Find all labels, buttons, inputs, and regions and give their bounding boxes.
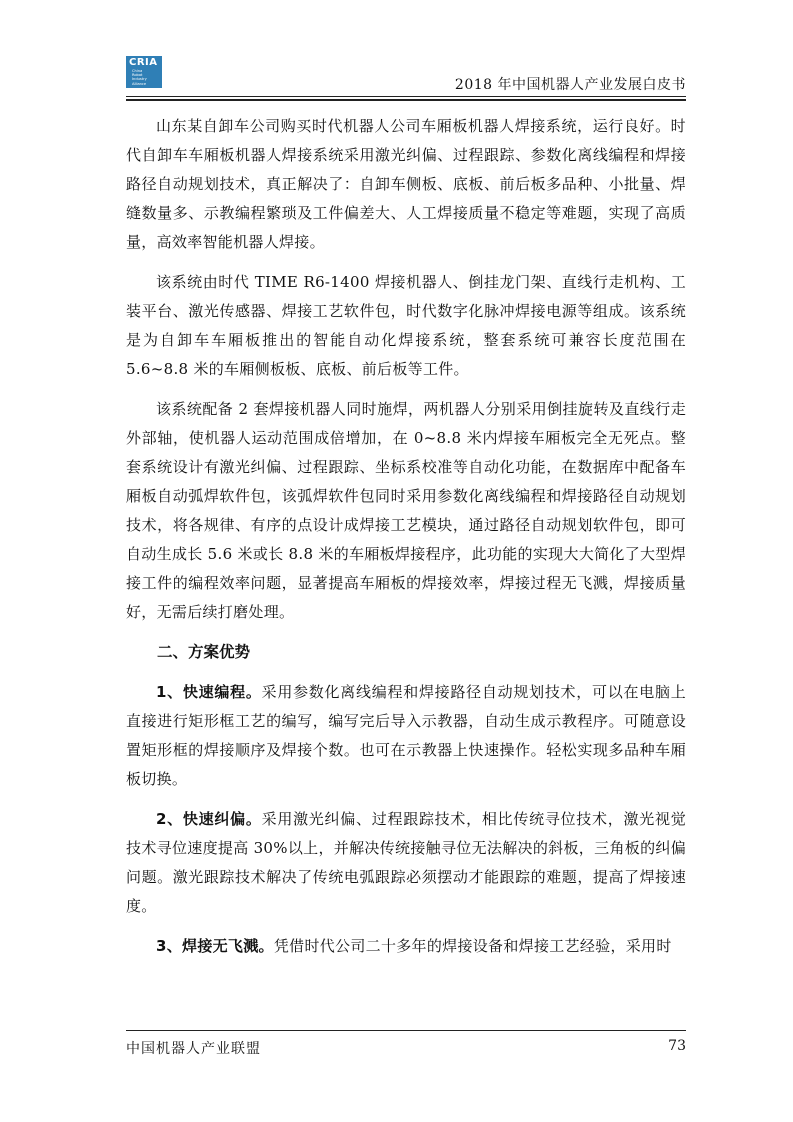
section-heading: 二、方案优势 [157, 643, 251, 661]
logo-subtitle: China Robot Industry Alliance [132, 69, 147, 86]
advantage-lead: 3、焊接无飞溅。 [156, 937, 274, 955]
document-body [126, 112, 686, 972]
advantage-lead: 1、快速编程。 [156, 683, 262, 701]
page-number: 73 [668, 1038, 686, 1054]
footer-organization: 中国机器人产业联盟 [126, 1041, 261, 1057]
cria-logo [126, 56, 162, 88]
footer-rule [126, 1030, 686, 1031]
advantage-text: 采用参数化离线编程和焊接路径自动规划技术，可以在电脑上直接进行矩形框工艺的编写，编写完后导入示教器，自动生成示教程序。可随意设置矩形框的焊接顺序及焊接个数。也可在示教器上快速操作。轻松实现多品种车厢板切换。 [126, 683, 686, 788]
advantage-paragraph [126, 678, 686, 794]
advantage-paragraph [126, 932, 686, 961]
header-rule [126, 96, 686, 97]
advantage-text: 凭借时代公司二十多年的焊接设备和焊接工艺经验，采用时 [273, 937, 672, 955]
header-rule-thick [126, 99, 686, 101]
body-paragraph: 山东某自卸车公司购买时代机器人公司车厢板机器人焊接系统，运行良好。时代自卸车车厢板机器人焊接系统采用激光纠偏、过程跟踪、参数化离线编程和焊接路径自动规划技术，真正解决了：自卸车侧板、底板、前后板多品种、小批量、焊缝数量多、示教编程繁琐及工件偏差大、人工焊接质量不稳定等难题，实现了高质量，高效率智能机器人焊接。 [126, 117, 686, 251]
advantage-paragraph [126, 805, 686, 921]
advantage-lead: 2、快速纠偏。 [156, 810, 262, 828]
logo-wordmark: CRIA [129, 57, 158, 68]
advantage-text: 采用激光纠偏、过程跟踪技术，相比传统寻位技术，激光视觉技术寻位速度提高 30%以上，并解决传统接触寻位无法解决的斜板，三角板的纠偏问题。激光跟踪技术解决了传统电弧跟踪必须摆动才能跟踪的难题，提高了焊接速度。 [126, 810, 686, 915]
header-title: 2018 年中国机器人产业发展白皮书 [454, 77, 686, 93]
body-paragraph: 该系统配备 2 套焊接机器人同时施焊，两机器人分别采用倒挂旋转及直线行走外部轴，使机器人运动范围成倍增加，在 0~8.8 米内焊接车厢板完全无死点。整套系统设计有激光纠偏、过程跟踪、坐标系校准等自动化功能，在数据库中配备车厢板自动弧焊软件包，该弧焊软件包同时采用参数化离线编程和焊接路径自动规划技术，将各规律、有序的点设计成焊接工艺模块，通过路径自动规划软件包，即可自动生成长 5.6 米或长 8.8 米的车厢板焊接程序，此功能的实现大大简化了大型焊接工件的编程效率问题，显著提高车厢板的焊接效率，焊接过程无飞溅，焊接质量好，无需后续打磨处理。 [126, 400, 686, 621]
body-paragraph: 该系统由时代 TIME R6-1400 焊接机器人、倒挂龙门架、直线行走机构、工装平台、激光传感器、焊接工艺软件包，时代数字化脉冲焊接电源等组成。该系统是为自卸车车厢板推出的智能自动化焊接系统，整套系统可兼容长度范围在 5.6~8.8 米的车厢侧板板、底板、前后板等工件。 [126, 273, 686, 378]
